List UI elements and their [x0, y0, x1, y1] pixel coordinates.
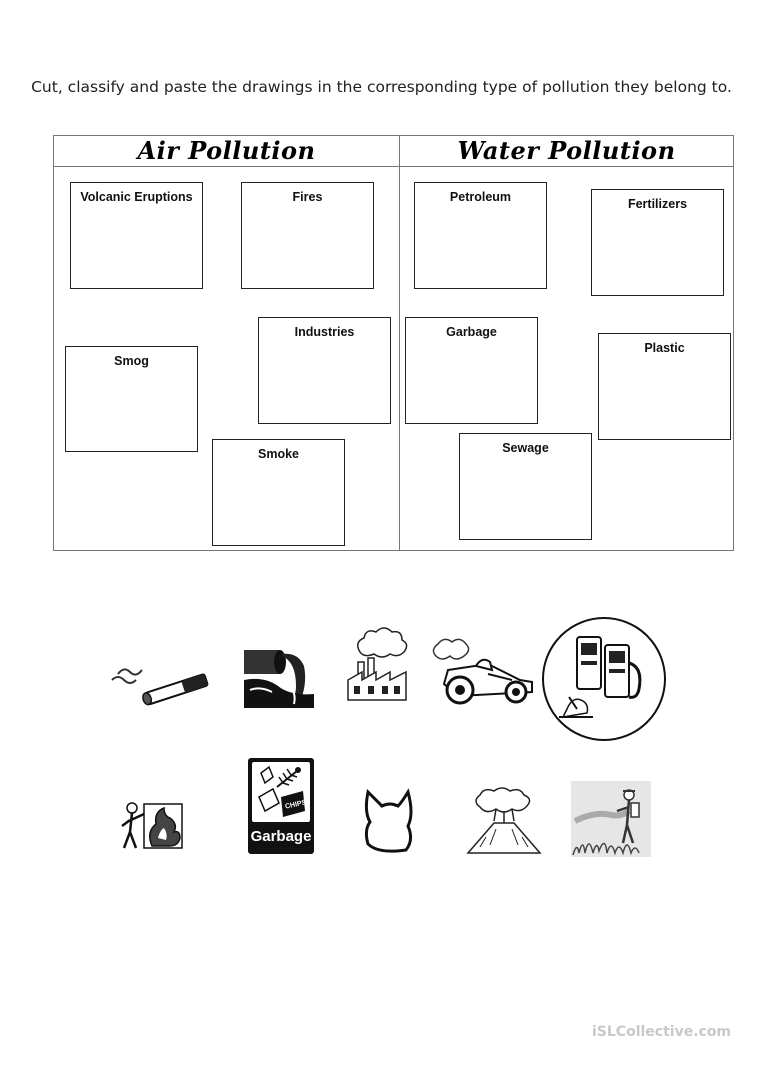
garbage-label: Garbage	[250, 828, 312, 845]
box-fires[interactable]	[241, 182, 374, 289]
plastic-bag-icon[interactable]	[360, 784, 416, 856]
box-fertilizers[interactable]	[591, 189, 724, 296]
box-garbage[interactable]	[405, 317, 538, 424]
fire-icon[interactable]	[118, 786, 188, 856]
chips-label: CHIPS	[284, 799, 307, 811]
box-smoke[interactable]	[212, 439, 345, 546]
factory-icon[interactable]	[346, 624, 410, 704]
box-label: Sewage	[502, 441, 549, 455]
air-pollution-title: Air Pollution	[137, 136, 316, 165]
sewage-pipe-icon[interactable]	[240, 640, 316, 712]
race-car-icon[interactable]	[428, 634, 538, 710]
cigarette-icon[interactable]	[108, 660, 214, 712]
volcano-icon[interactable]	[466, 785, 542, 857]
box-label: Fires	[292, 190, 323, 204]
garbage-icon[interactable]	[247, 757, 315, 855]
box-plastic[interactable]	[598, 333, 731, 440]
box-industries[interactable]	[258, 317, 391, 424]
water-pollution-title: Water Pollution	[457, 136, 676, 165]
column-divider	[399, 136, 400, 550]
box-label: Smog	[114, 354, 149, 368]
box-label: Smoke	[258, 447, 299, 461]
sorting-table	[53, 135, 734, 551]
instructions: Cut, classify and paste the drawings in the corresponding type of pollution they belong to.	[31, 78, 732, 96]
box-smog[interactable]	[65, 346, 198, 452]
watermark: iSLCollective.com	[592, 1024, 732, 1040]
box-petroleum[interactable]	[414, 182, 547, 289]
box-label: Garbage	[446, 325, 497, 339]
header-divider	[54, 166, 733, 167]
box-label: Fertilizers	[627, 197, 688, 211]
box-label: Volcanic Eruptions	[80, 190, 193, 204]
box-volcanic-eruptions[interactable]	[70, 182, 203, 289]
fumigation-icon[interactable]	[571, 781, 651, 857]
box-sewage[interactable]	[459, 433, 592, 540]
gas-pumps-icon[interactable]	[541, 617, 667, 742]
box-label: Industries	[294, 325, 355, 339]
box-label: Plastic	[644, 341, 685, 355]
box-label: Petroleum	[449, 190, 512, 204]
